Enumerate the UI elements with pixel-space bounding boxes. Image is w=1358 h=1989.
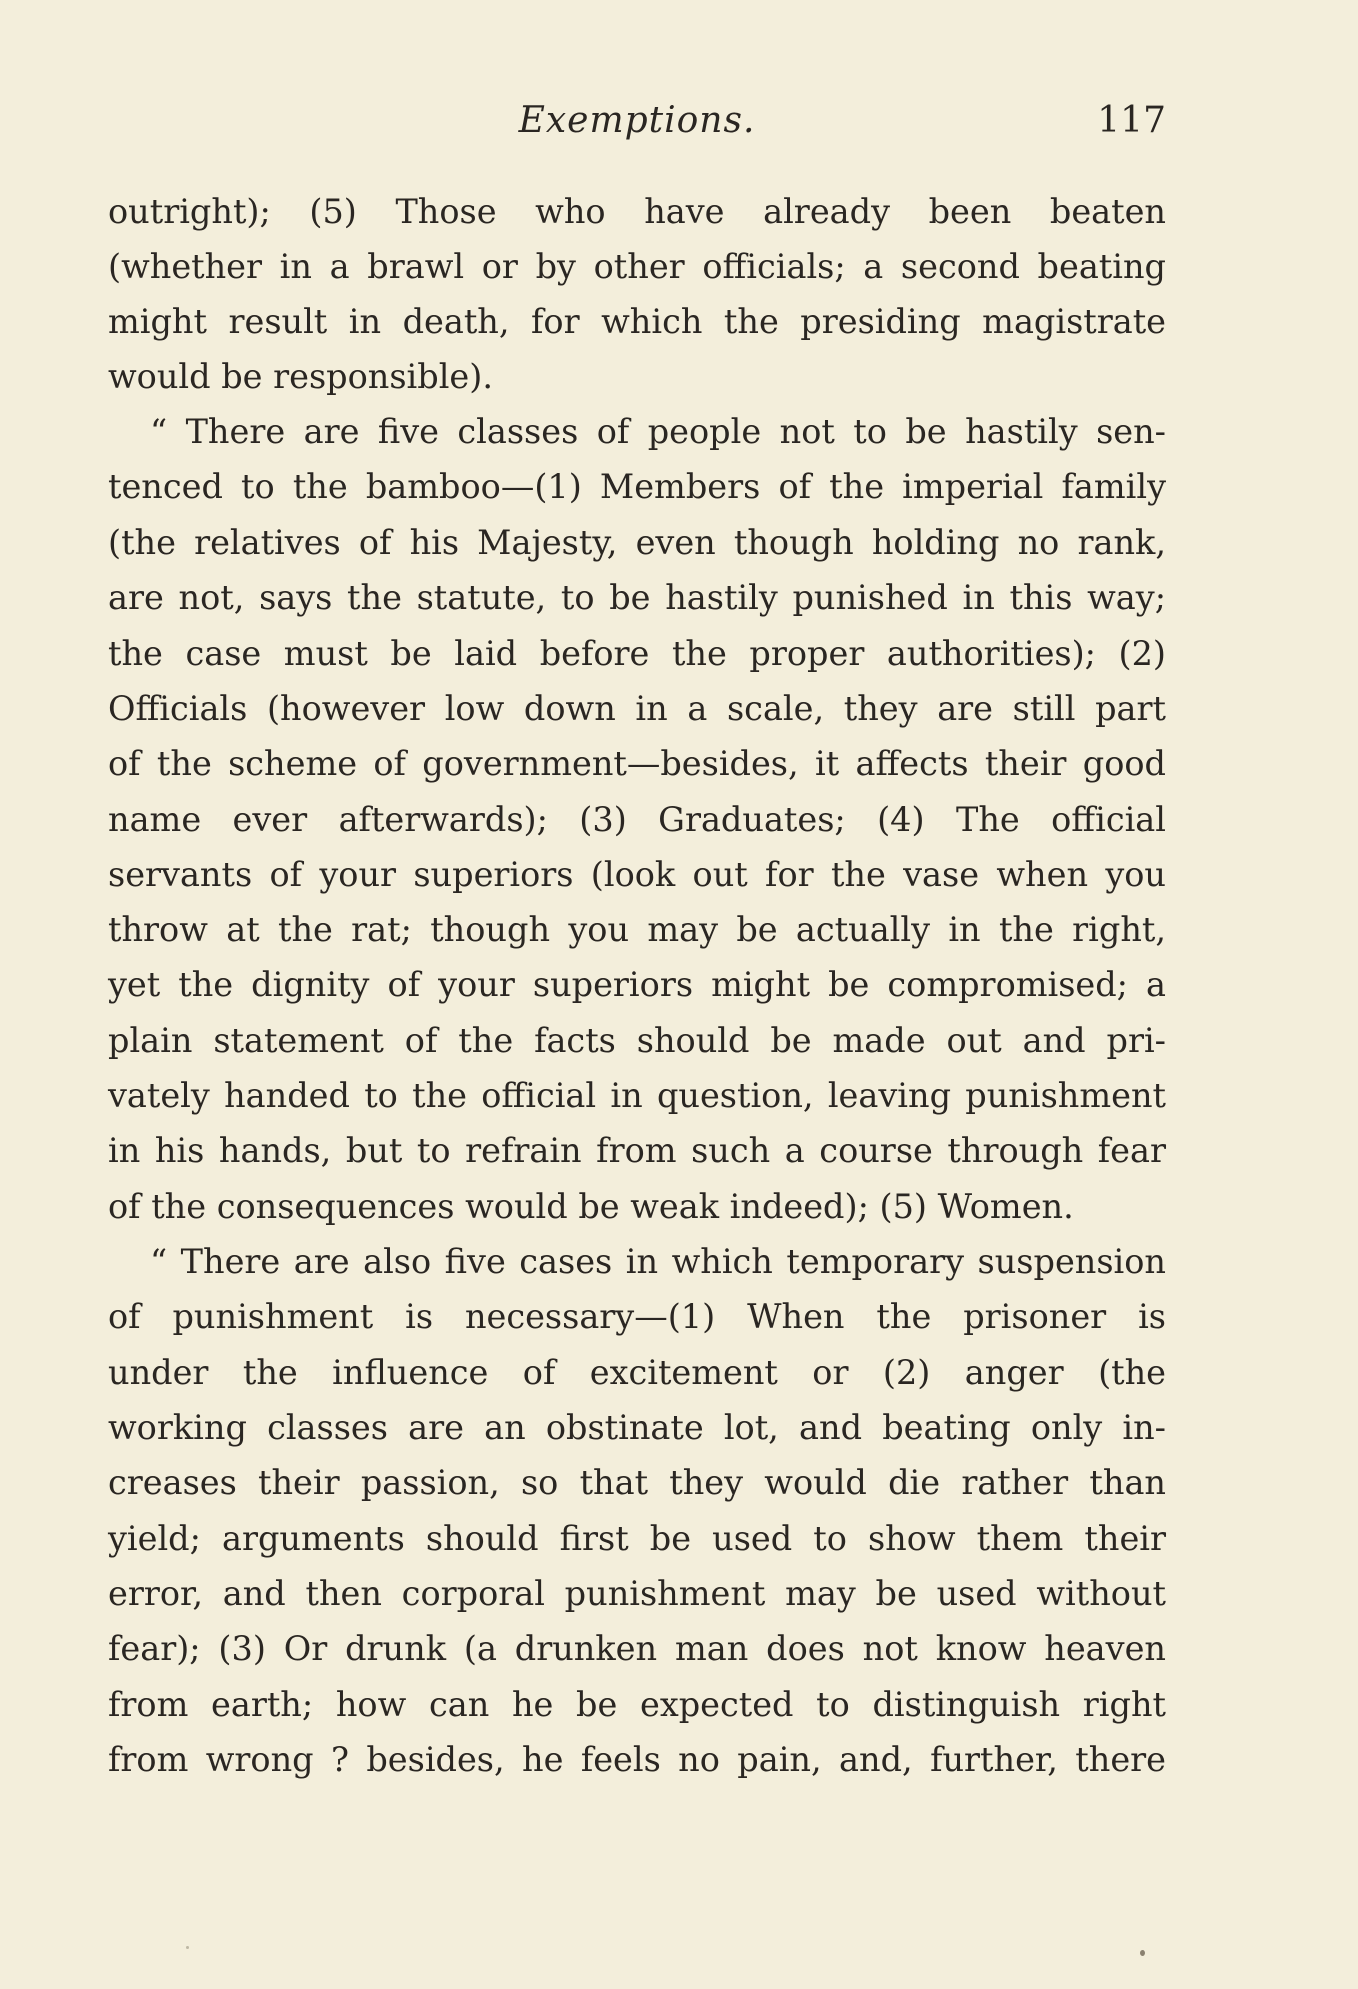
text-line: yet the dignity of your superiors might be compromised; a xyxy=(108,965,1166,1004)
text-line: yield; arguments should first be used to show them their xyxy=(108,1519,1166,1558)
running-title: Exemptions. xyxy=(518,100,756,141)
text-line: error, and then corporal punishment may be used without xyxy=(108,1574,1166,1613)
text-line: in his hands, but to refrain from such a course through fear xyxy=(108,1131,1166,1170)
text-line: Officials (however low down in a scale, they are still part xyxy=(108,689,1166,728)
paper-speck xyxy=(1140,1950,1145,1956)
text-line: “ There are also five cases in which temporary suspension xyxy=(150,1242,1166,1281)
text-line: throw at the rat; though you may be actually in the right, xyxy=(108,910,1166,949)
text-line: might result in death, for which the presiding magistrate xyxy=(108,302,1166,341)
text-line: (the relatives of his Majesty, even though holding no rank, xyxy=(108,523,1166,562)
text-line: are not, says the statute, to be hastily punished in this way; xyxy=(108,578,1166,617)
text-line: (whether in a brawl or by other officials; a second beating xyxy=(108,247,1166,286)
page-number: 117 xyxy=(1097,100,1166,141)
text-line: “ There are five classes of people not to be hastily sen- xyxy=(150,412,1166,451)
text-line: servants of your superiors (look out for the vase when you xyxy=(108,855,1166,894)
text-line: vately handed to the official in question, leaving punishment xyxy=(108,1076,1166,1115)
text-line: would be responsible). xyxy=(108,357,493,396)
text-line: of the consequences would be weak indeed); (5) Women. xyxy=(108,1187,1074,1226)
text-line: outright); (5) Those who have already been beaten xyxy=(108,192,1166,231)
paper-speck xyxy=(186,1946,189,1949)
text-line: from wrong ? besides, he feels no pain, and, further, there xyxy=(108,1740,1166,1779)
text-line: under the influence of excitement or (2) anger (the xyxy=(108,1353,1166,1392)
text-line: of the scheme of government—besides, it affects their good xyxy=(108,744,1166,783)
text-line: plain statement of the facts should be made out and pri- xyxy=(108,1021,1166,1060)
text-line: creases their passion, so that they would die rather than xyxy=(108,1463,1166,1502)
text-line: from earth; how can he be expected to distinguish right xyxy=(108,1685,1166,1724)
text-line: fear); (3) Or drunk (a drunken man does not know heaven xyxy=(108,1629,1166,1668)
text-line: of punishment is necessary—(1) When the prisoner is xyxy=(108,1297,1166,1336)
text-line: tenced to the bamboo—(1) Members of the imperial family xyxy=(108,467,1166,506)
text-line: the case must be laid before the proper authorities); (2) xyxy=(108,634,1166,673)
text-line: name ever afterwards); (3) Graduates; (4) The official xyxy=(108,800,1166,839)
running-head xyxy=(108,100,1166,160)
text-line: working classes are an obstinate lot, and beating only in- xyxy=(108,1408,1166,1447)
